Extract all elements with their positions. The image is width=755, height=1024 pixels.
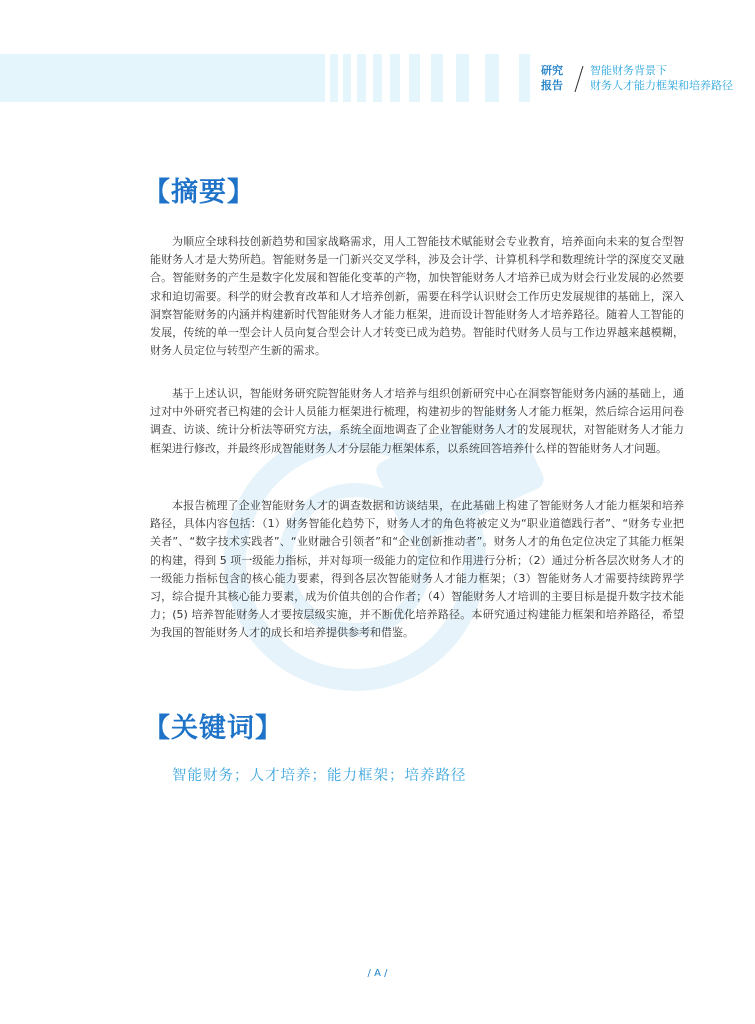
keywords-list: 智能财务；人才培养；能力框架；培养路径 xyxy=(172,768,467,784)
header-stripe xyxy=(420,54,431,102)
slash-divider-icon xyxy=(573,64,585,94)
header-stripe xyxy=(400,54,409,102)
report-label-line1: 研究 xyxy=(541,64,563,77)
report-label xyxy=(541,63,571,93)
header-stripe xyxy=(338,54,343,102)
report-subtitle xyxy=(590,63,733,93)
header-stripe xyxy=(325,54,330,102)
abstract-paragraph: 为顺应全球科技创新趋势和国家战略需求，用人工智能技术赋能财会专业教育，培养面向未来的复合型智能财务人才是大势所趋。智能财务是一门新兴交叉学科，涉及会计学、计算机科学和数理统计学的深度交叉融合。智能财务的产生是数字化发展和智能化变革的产物，加快智能财务人才培养已成为财会行业发展的必然要求和迫切需要。科学的财会教育改革和人才培养创新，需要在科学认识财会工作历史发展规律的基础上，深入洞察智能财务的内涵并构建新时代智能财务人才能力框架，进而设计智能财务人才培养路径。随着人工智能的发展，传统的单一型会计人员向复合型会计人才转变已成为趋势。智能时代财务人员与工作边界越来越模糊，财务人员定位与转型产生新的需求。 xyxy=(150,235,684,358)
header-stripe xyxy=(469,54,485,102)
keywords-title: 【关键词】 xyxy=(143,713,283,744)
header-stripe xyxy=(351,54,357,102)
report-subtitle-line1: 智能财务背景下 xyxy=(590,64,667,77)
header-stripe xyxy=(499,54,519,102)
report-subtitle-line2: 财务人才能力框架和培养路径 xyxy=(590,79,733,92)
page-number: / A / xyxy=(367,968,388,979)
abstract-paragraph: 本报告梳理了企业智能财务人才的调查数据和访谈结果，在此基础上构建了智能财务人才能力框架和培养路径，具体内容包括：（1）财务智能化趋势下，财务人才的角色将被定义为“职业道德践行者”、“财务专业把关者”、“数字技术实践者”、“业财融合引领者”和“企业创新推动者”。财务人才的角色定位决定了其能力框架的构建，得到 5 项一级能力指标，并对每项一级能力的定位和作用进行分析；（2）通过分析各层次财务人才的一级能力指标包含的核心能力要素，得到各层次智能财务人才能力框架；（3）智能财务人才需要持续跨界学习，综合提升其核心能力要素，成为价值共创的合作者；（4）智能财务人才培训的主要目标是提升数字技术能力；(5) 培养智能财务人才要按层级实施，并不断优化培养路径。本研究通过构建能力框架和培养路径，希望为我国的智能财务人才的成长和培养提供参考和借鉴。 xyxy=(150,499,684,640)
header-stripe xyxy=(382,54,390,102)
header-stripe xyxy=(443,54,456,102)
header-stripe xyxy=(366,54,373,102)
abstract-paragraph: 基于上述认识，智能财务研究院智能财务人才培养与组织创新研究中心在洞察智能财务内涵的基础上，通过对中外研究者已构建的会计人员能力框架进行梳理，构建初步的智能财务人才能力框架，然后综合运用问卷调查、访谈、统计分析法等研究方法，系统全面地调查了企业智能财务人才的发展现状，对智能财务人才能力框架进行修改，并最终形成智能财务人才分层能力框架体系，以系统回答培养什么样的智能财务人才问题。 xyxy=(150,387,684,455)
abstract-title: 【摘要】 xyxy=(143,177,255,208)
report-label-line2: 报告 xyxy=(541,79,563,92)
